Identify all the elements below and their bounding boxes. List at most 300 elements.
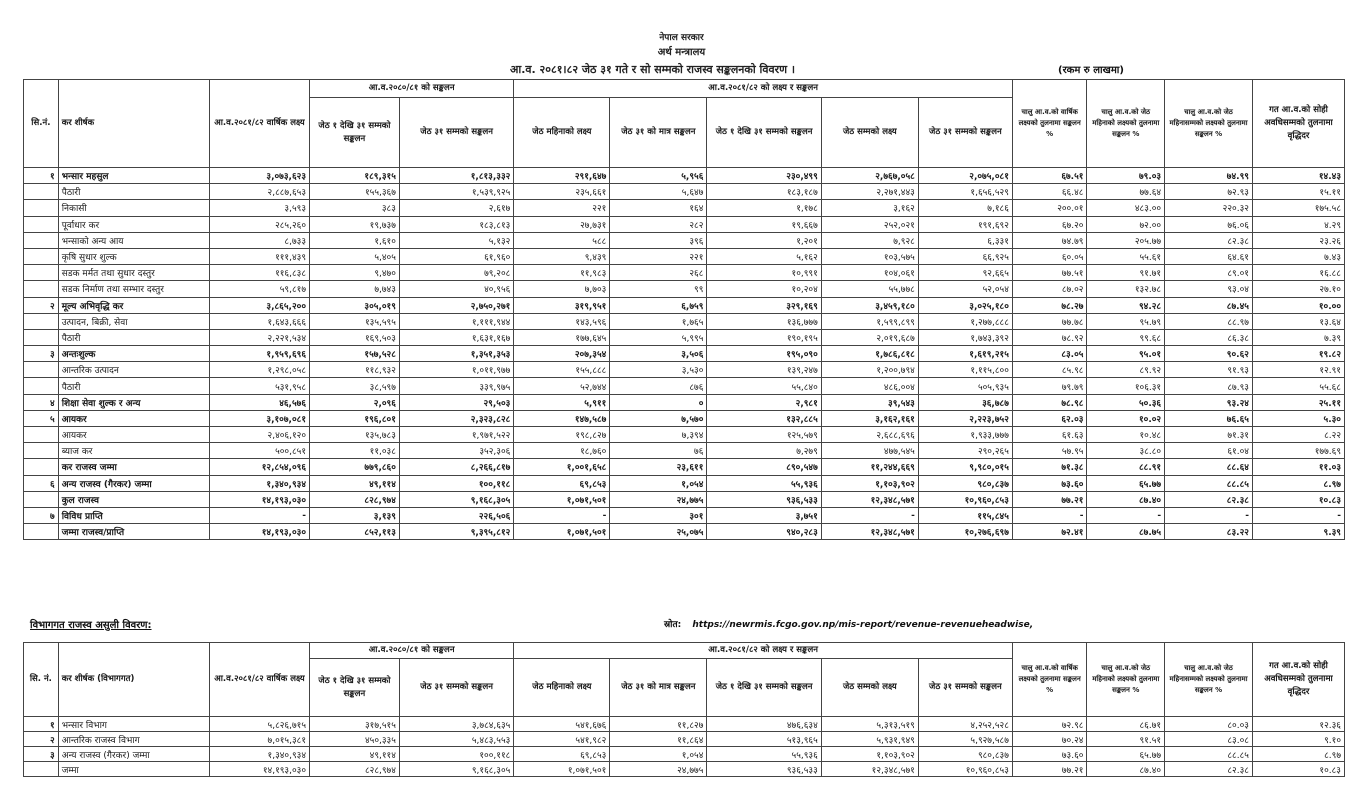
table-row — [24, 346, 1345, 362]
row-cell: १,६१० — [310, 232, 400, 248]
row-cell: ७१.३१ — [1165, 427, 1253, 443]
row-cell: २५२,०२१ — [821, 216, 918, 232]
row-cell: ० — [610, 394, 707, 410]
row-sn: ५ — [24, 410, 59, 426]
table-row — [24, 168, 1345, 184]
t2-sub-curr-5: जेठ ३१ सम्मको सङ्कलन — [918, 659, 1012, 717]
row-cell: १३५,५९५ — [310, 313, 400, 329]
row-cell: १,५३९,९२५ — [399, 184, 513, 200]
row-cell: १,१०३,९०२ — [821, 475, 918, 491]
row-cell: ५१३,९६५ — [707, 732, 821, 747]
row-cell: ८२.३८ — [1165, 491, 1253, 507]
department-revenue-table — [23, 642, 1345, 777]
row-cell: ८७.४० — [1087, 762, 1165, 777]
row-cell: ५,१३२ — [399, 232, 513, 248]
row-heading: मूल्य अभिवृद्धि कर — [58, 297, 209, 313]
row-cell: १०६.३१ — [1087, 378, 1165, 394]
row-cell: - — [821, 507, 918, 523]
row-cell: २,६१७ — [399, 200, 513, 216]
row-cell: १३९,२४७ — [707, 362, 821, 378]
row-cell: - — [1012, 507, 1087, 523]
row-cell: ११,८२७ — [610, 717, 707, 732]
header-unit: (रकम रु लाखमा) — [1058, 65, 1124, 76]
row-heading: पैठारी — [58, 184, 209, 200]
row-cell: १०.०२ — [1087, 410, 1165, 426]
row-cell: ३२९,१६९ — [707, 297, 821, 313]
row-cell: १,८१३,३३२ — [399, 168, 513, 184]
table-row — [24, 524, 1345, 540]
row-sn — [24, 313, 59, 329]
row-cell: ७७९,८६० — [310, 459, 400, 475]
row-cell: ६०.०५ — [1012, 248, 1087, 264]
row-cell: - — [514, 507, 610, 523]
t2-col-name: कर शीर्षक (विभागगत) — [58, 643, 209, 717]
t2-group-prev: आ.व.२०८०/८१ को सङ्कलन — [310, 643, 514, 659]
row-cell: १८९,३१५ — [310, 168, 400, 184]
row-cell: ५३१,९५८ — [209, 378, 309, 394]
row-heading: अन्य राजस्व (गैरकर) जम्मा — [58, 475, 209, 491]
table-row — [24, 507, 1345, 523]
row-cell: ८८.९७ — [1165, 313, 1253, 329]
row-cell: २३०,४९९ — [707, 168, 821, 184]
row-cell: २,७५०,२७१ — [399, 297, 513, 313]
row-cell: ७७.६४ — [1087, 184, 1165, 200]
row-cell: ६१.०४ — [1165, 443, 1253, 459]
row-heading: पैठारी — [58, 378, 209, 394]
row-cell: ४९,११४ — [310, 747, 400, 762]
row-cell: ४०,९५६ — [399, 281, 513, 297]
row-cell: ६५.७७ — [1087, 747, 1165, 762]
row-heading: ब्याज कर — [58, 443, 209, 459]
row-cell: २,८८७,६५३ — [209, 184, 309, 200]
table-row — [24, 732, 1345, 747]
row-cell: १२,८५४,०९६ — [209, 459, 309, 475]
row-sn — [24, 459, 59, 475]
row-sn: १ — [24, 717, 59, 732]
row-cell: २,२२३,७५२ — [918, 410, 1012, 426]
row-cell: १८३,८१३ — [399, 216, 513, 232]
row-cell: २३५,६६१ — [514, 184, 610, 200]
row-cell: २,२७१,४४३ — [821, 184, 918, 200]
row-cell: १४,१९३,०३० — [209, 762, 309, 777]
row-cell: १००,११८ — [399, 475, 513, 491]
row-cell: १८,७६० — [514, 443, 610, 459]
row-cell: १,६५६,५२९ — [918, 184, 1012, 200]
row-cell: - — [209, 507, 309, 523]
row-cell: १२.९१ — [1252, 362, 1344, 378]
row-cell: २२०.३२ — [1165, 200, 1253, 216]
row-cell: ८८.९१ — [1087, 459, 1165, 475]
row-cell: ८.२२ — [1252, 427, 1344, 443]
row-cell: ५०५,९३५ — [918, 378, 1012, 394]
row-cell: ५९,८१७ — [209, 281, 309, 297]
row-cell: २२६,५०६ — [399, 507, 513, 523]
row-cell: २७,७३१ — [514, 216, 610, 232]
row-cell: ११६,८३८ — [209, 265, 309, 281]
row-cell: ७३.६० — [1012, 475, 1087, 491]
row-cell: १९८,८२७ — [514, 427, 610, 443]
table-row — [24, 459, 1345, 475]
row-cell: १५७,५२८ — [310, 346, 400, 362]
row-cell: ७७.५१ — [1012, 265, 1087, 281]
row-cell: २४,७७५ — [610, 762, 707, 777]
row-cell: ७७.७८ — [1012, 313, 1087, 329]
row-sn — [24, 200, 59, 216]
row-heading: भन्सार महसुल — [58, 168, 209, 184]
row-cell: ७,१८६ — [918, 200, 1012, 216]
t2-sub-prev-1: जेठ १ देखि ३१ सम्मको सङ्कलन — [310, 659, 400, 717]
row-cell: १,५९९,८९९ — [821, 313, 918, 329]
row-cell: १,११५,८०० — [918, 362, 1012, 378]
row-cell: २२१ — [610, 248, 707, 264]
row-cell: ९४.२८ — [1087, 297, 1165, 313]
row-cell: ८५.९८ — [1012, 362, 1087, 378]
row-cell: १,६१९,२१५ — [918, 346, 1012, 362]
col-p1: चालु आ.व.को वार्षिक लक्ष्यको तुलनामा सङ्कलन % — [1012, 80, 1087, 168]
row-cell: १,७४३,३९२ — [918, 329, 1012, 345]
row-cell: १०,९९१ — [707, 265, 821, 281]
row-cell: १११,४३९ — [209, 248, 309, 264]
row-cell: ८६.३८ — [1165, 329, 1253, 345]
row-sn: ७ — [24, 507, 59, 523]
row-sn — [24, 281, 59, 297]
row-cell: १०.४८ — [1087, 427, 1165, 443]
row-cell: ३६,७८७ — [918, 394, 1012, 410]
row-cell: १६४ — [610, 200, 707, 216]
col-name: कर शीर्षक — [58, 80, 209, 168]
row-cell: ८.९७ — [1252, 475, 1344, 491]
row-cell: २५.११ — [1252, 394, 1344, 410]
row-cell: २,९८१ — [707, 394, 821, 410]
row-cell: ३९६ — [610, 232, 707, 248]
row-cell: ८९.९२ — [1087, 362, 1165, 378]
row-cell: ७८.२७ — [1012, 297, 1087, 313]
row-cell: २५,०७५ — [610, 524, 707, 540]
row-cell: ५,९९५ — [610, 329, 707, 345]
row-cell: १०४,०६१ — [821, 265, 918, 281]
col-p3: चालु आ.व.को जेठ महिनासम्मको लक्ष्यको तुलनामा सङ्कलन % — [1165, 80, 1253, 168]
row-sn — [24, 248, 59, 264]
row-cell: ७६ — [610, 443, 707, 459]
t2-col-p1: चालु आ.व.को वार्षिक लक्ष्यको तुलनामा सङ्कलन % — [1012, 643, 1087, 717]
row-cell: १७७,६४५ — [514, 329, 610, 345]
row-cell: ५५.६८ — [1252, 378, 1344, 394]
row-sn: २ — [24, 732, 59, 747]
row-heading: शिक्षा सेवा शुल्क र अन्य — [58, 394, 209, 410]
row-cell: १४,१९३,०३० — [209, 491, 309, 507]
row-cell: १२,३४८,५७१ — [821, 524, 918, 540]
row-heading: जम्मा — [58, 762, 209, 777]
row-cell: १०.०० — [1252, 297, 1344, 313]
row-cell: ९२,६६५ — [918, 265, 1012, 281]
row-cell: ३०१ — [610, 507, 707, 523]
row-cell: ७४.७९ — [1012, 232, 1087, 248]
row-cell: ५,८२६,७१५ — [209, 717, 309, 732]
table-row — [24, 378, 1345, 394]
row-heading: सडक मर्मत तथा सुधार दस्तुर — [58, 265, 209, 281]
row-cell: १६.८८ — [1252, 265, 1344, 281]
sub-curr-5: जेठ ३१ सम्मको सङ्कलन — [918, 98, 1012, 168]
row-cell: ७.४३ — [1252, 248, 1344, 264]
row-cell: ३३९,९७५ — [399, 378, 513, 394]
row-cell: ९,१६८,३०५ — [399, 762, 513, 777]
header-report-title: आ.व. २०८१।८२ जेठ ३१ गते र सो सम्मको राजस्व सङ्कलनको विवरण । — [510, 63, 796, 76]
row-cell: ५७.९५ — [1012, 443, 1087, 459]
row-cell: ३,१०७,०८१ — [209, 410, 309, 426]
row-cell: १५५,८८८ — [514, 362, 610, 378]
row-cell: २,६८८,६९६ — [821, 427, 918, 443]
row-cell: २,३२३,८२८ — [399, 410, 513, 426]
row-cell: ७,७४३ — [310, 281, 400, 297]
row-cell: १,२७७,८८८ — [918, 313, 1012, 329]
row-cell: १५.११ — [1252, 184, 1344, 200]
row-cell: ९३.२४ — [1165, 394, 1253, 410]
row-cell: ९,४७० — [310, 265, 400, 281]
row-cell: ९,४३९ — [514, 248, 610, 264]
row-cell: ३९,५४३ — [821, 394, 918, 410]
row-cell: १३५,७८३ — [310, 427, 400, 443]
row-cell: ८७.०२ — [1012, 281, 1087, 297]
row-cell: ४.२९ — [1252, 216, 1344, 232]
row-cell: ४५०,३३५ — [310, 732, 400, 747]
row-cell: ३,०२५,१८० — [918, 297, 1012, 313]
table-row — [24, 475, 1345, 491]
row-sn: २ — [24, 297, 59, 313]
row-cell: ११५,८४५ — [918, 507, 1012, 523]
row-cell: ९१.७१ — [1087, 265, 1165, 281]
row-cell: ११,०३८ — [310, 443, 400, 459]
row-cell: १९०,१९५ — [707, 329, 821, 345]
source-url[interactable]: https://newrmis.fcgo.gov.np/mis-report/revenue-revenueheadwise, — [692, 620, 1034, 630]
row-heading: कृषि सुधार शुल्क — [58, 248, 209, 264]
row-cell: ७७.२१ — [1012, 762, 1087, 777]
row-cell: ७२.४१ — [1012, 524, 1087, 540]
row-sn — [24, 524, 59, 540]
row-cell: १९.८२ — [1252, 346, 1344, 362]
row-cell: ३०५,०१९ — [310, 297, 400, 313]
row-cell: ५,९३१,९४९ — [821, 732, 918, 747]
table-row — [24, 265, 1345, 281]
row-cell: ५,६४७ — [610, 184, 707, 200]
row-cell: २८५,२६० — [209, 216, 309, 232]
row-heading: कर राजस्व जम्मा — [58, 459, 209, 475]
row-cell: ८७.९३ — [1165, 378, 1253, 394]
row-cell: ५,३१३,५१९ — [821, 717, 918, 732]
table-row — [24, 313, 1345, 329]
table-row — [24, 184, 1345, 200]
row-sn — [24, 427, 59, 443]
row-cell: ९५.७९ — [1087, 313, 1165, 329]
sub-curr-4: जेठ सम्मको लक्ष्य — [821, 98, 918, 168]
row-cell: ६,३३१ — [918, 232, 1012, 248]
row-cell: ९८०,८३७ — [918, 747, 1012, 762]
row-cell: ५५,९३६ — [707, 747, 821, 762]
row-cell: ३८३ — [310, 200, 400, 216]
row-cell: २७.१० — [1252, 281, 1344, 297]
row-cell: ९१.९३ — [1165, 362, 1253, 378]
row-cell: १९५,०९० — [707, 346, 821, 362]
row-cell: १०.८३ — [1252, 491, 1344, 507]
row-cell: ७.३९ — [1252, 329, 1344, 345]
row-cell: ६९,८५३ — [514, 475, 610, 491]
row-cell: ७,३९४ — [610, 427, 707, 443]
row-cell: २४,७७५ — [610, 491, 707, 507]
row-cell: ९३६,५३३ — [707, 762, 821, 777]
row-sn: ३ — [24, 747, 59, 762]
row-cell: ३,८६५,२०० — [209, 297, 309, 313]
table-row — [24, 717, 1345, 732]
row-cell: ७८.९८ — [1012, 394, 1087, 410]
sub-curr-1: जेठ महिनाको लक्ष्य — [514, 98, 610, 168]
row-cell: ९४०,२८३ — [707, 524, 821, 540]
row-cell: १२,३४८,५७१ — [821, 762, 918, 777]
row-cell: ३,७५१ — [707, 507, 821, 523]
row-sn: ३ — [24, 346, 59, 362]
t2-group-curr: आ.व.२०८१/८२ को लक्ष्य र सङ्कलन — [514, 643, 1013, 659]
row-cell: ६९,८५३ — [514, 747, 610, 762]
row-cell: १२.३६ — [1252, 717, 1344, 732]
row-cell: १०,२७६,६९७ — [918, 524, 1012, 540]
row-cell: ६७.२० — [1012, 216, 1087, 232]
row-cell: ९३.०४ — [1165, 281, 1253, 297]
row-cell: ३८,५९७ — [310, 378, 400, 394]
row-cell: ५५.६१ — [1087, 248, 1165, 264]
row-heading: उत्पादन, बिक्री, सेवा — [58, 313, 209, 329]
row-cell: १९१,६९२ — [918, 216, 1012, 232]
row-cell: ९९.६८ — [1087, 329, 1165, 345]
row-heading: अन्तःशुल्क — [58, 346, 209, 362]
row-cell: १,३५१,३५३ — [399, 346, 513, 362]
t2-col-sn: सि. नं. — [24, 643, 59, 717]
row-cell: ९.३९ — [1252, 524, 1344, 540]
row-cell: ८३.०८ — [1165, 732, 1253, 747]
sub-prev-1: जेठ १ देखि ३१ सम्मको सङ्कलन — [310, 98, 400, 168]
t2-col-p2: चालु आ.व.को जेठ महिनाको लक्ष्यको तुलनामा सङ्कलन % — [1087, 643, 1165, 717]
row-cell: १,०११,९७७ — [399, 362, 513, 378]
row-cell: ७,२७९ — [707, 443, 821, 459]
row-cell: ५००,८५१ — [209, 443, 309, 459]
row-cell: ८३.२२ — [1165, 524, 1253, 540]
row-cell: ४६,५७६ — [209, 394, 309, 410]
row-cell: २,०७५,०८१ — [918, 168, 1012, 184]
row-cell: २००.०१ — [1012, 200, 1087, 216]
col-sn: सि.नं. — [24, 80, 59, 168]
row-cell: ६६,९२५ — [918, 248, 1012, 264]
row-cell: १०३,५७५ — [821, 248, 918, 264]
table-row — [24, 232, 1345, 248]
header-ministry: अर्थ मन्त्रालय — [657, 47, 706, 58]
row-cell: ३५२,३०६ — [399, 443, 513, 459]
table-row — [24, 297, 1345, 313]
t2-sub-curr-1: जेठ महिनाको लक्ष्य — [514, 659, 610, 717]
row-cell: १,०७१,५०१ — [514, 491, 610, 507]
sub-prev-2: जेठ ३१ सम्मको सङ्कलन — [399, 98, 513, 168]
group-prev: आ.व.२०८०/८१ को सङ्कलन — [310, 80, 514, 98]
row-cell: ८८.६४ — [1165, 459, 1253, 475]
row-cell: ८८.८५ — [1165, 747, 1253, 762]
row-heading: अन्य राजस्व (गैरकर) जम्मा — [58, 747, 209, 762]
table-row — [24, 394, 1345, 410]
row-cell: २२१ — [514, 200, 610, 216]
row-cell: १५५,३६७ — [310, 184, 400, 200]
row-cell: १३.६४ — [1252, 313, 1344, 329]
row-cell: २८२ — [610, 216, 707, 232]
row-cell: १७७.६९ — [1252, 443, 1344, 459]
t2-sub-curr-3: जेठ १ देखि ३१ सम्मको सङ्कलन — [707, 659, 821, 717]
row-cell: ५,४०५ — [310, 248, 400, 264]
row-cell: ४८३.०० — [1087, 200, 1165, 216]
row-cell: १००,११८ — [399, 747, 513, 762]
row-cell: ३,५९३ — [209, 200, 309, 216]
row-cell: ५.३० — [1252, 410, 1344, 426]
row-cell: ७१.३८ — [1012, 459, 1087, 475]
t2-sub-prev-2: जेठ ३१ सम्मको सङ्कलन — [399, 659, 513, 717]
row-cell: ८५२,११३ — [310, 524, 400, 540]
row-cell: १,७८६,८१८ — [821, 346, 918, 362]
row-cell: ८७.४० — [1087, 491, 1165, 507]
row-sn — [24, 378, 59, 394]
row-sn: १ — [24, 168, 59, 184]
row-cell: १,०७१,५०१ — [514, 524, 610, 540]
department-table-body — [24, 717, 1345, 777]
row-cell: २३,६११ — [610, 459, 707, 475]
sub-curr-2: जेठ ३१ को मात्र सङ्कलन — [610, 98, 707, 168]
row-cell: १४,१९३,०३० — [209, 524, 309, 540]
row-cell: १०,२०४ — [707, 281, 821, 297]
row-cell: ५२,७४४ — [514, 378, 610, 394]
group-curr: आ.व.२०८१/८२ को लक्ष्य र सङ्कलन — [514, 80, 1013, 98]
row-cell: ६७.५१ — [1012, 168, 1087, 184]
row-cell: १,९५९,६९६ — [209, 346, 309, 362]
row-cell: ९१.५१ — [1087, 732, 1165, 747]
row-sn — [24, 491, 59, 507]
row-sn — [24, 265, 59, 281]
row-cell: ५०.३६ — [1087, 394, 1165, 410]
row-cell: १४३,५९६ — [514, 313, 610, 329]
row-cell: ६६.४८ — [1012, 184, 1087, 200]
row-cell: ३,१३९ — [310, 507, 400, 523]
row-cell: ११८,९३२ — [310, 362, 400, 378]
row-cell: ३,५०६ — [610, 346, 707, 362]
row-cell: ८०.०३ — [1165, 717, 1253, 732]
row-cell: ७,०१५,३८१ — [209, 732, 309, 747]
row-heading: आन्तरिक राजस्व विभाग — [58, 732, 209, 747]
row-cell: ८७.४५ — [1165, 297, 1253, 313]
table-row — [24, 362, 1345, 378]
row-cell: १२,३४८,५७१ — [821, 491, 918, 507]
row-cell: ११.०३ — [1252, 459, 1344, 475]
row-cell: ५,९५६ — [610, 168, 707, 184]
row-sn: ४ — [24, 394, 59, 410]
table-row — [24, 762, 1345, 777]
t2-sub-curr-4: जेठ सम्मको लक्ष्य — [821, 659, 918, 717]
row-heading: सडक निर्माण तथा सम्भार दस्तुर — [58, 281, 209, 297]
row-cell: १९६,८०१ — [310, 410, 400, 426]
row-cell: ९८०,८३७ — [918, 475, 1012, 491]
row-cell: १६९,५०३ — [310, 329, 400, 345]
row-cell: ८९.०१ — [1165, 265, 1253, 281]
row-cell: १०,९६०,८५३ — [918, 762, 1012, 777]
row-sn — [24, 362, 59, 378]
row-cell: ५,४८३,५५३ — [399, 732, 513, 747]
row-cell: ७,९२८ — [821, 232, 918, 248]
row-cell: ८२.३८ — [1165, 232, 1253, 248]
row-cell: १,२०१ — [707, 232, 821, 248]
row-heading: निकासी — [58, 200, 209, 216]
row-sn — [24, 232, 59, 248]
row-cell: ७२.९८ — [1012, 717, 1087, 732]
row-heading: जम्मा राजस्व/प्राप्ति — [58, 524, 209, 540]
